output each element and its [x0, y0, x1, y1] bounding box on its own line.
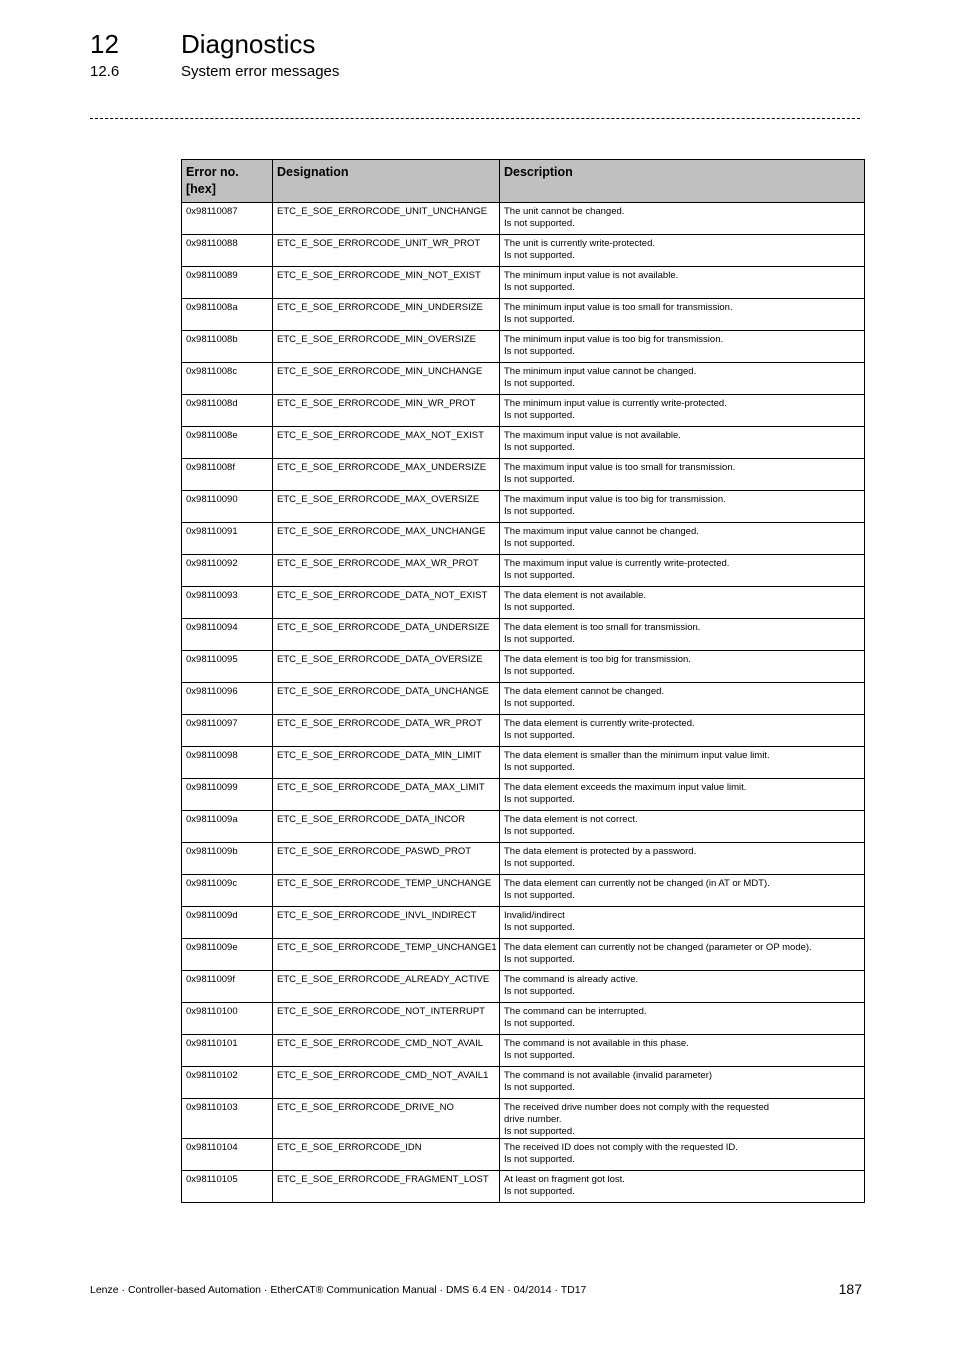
- description-cell: The received drive number does not comply with the requested drive number. Is not supported.: [500, 1099, 865, 1139]
- table-row: [182, 907, 865, 939]
- error-code-cell: 0x98110101: [182, 1035, 273, 1067]
- error-code-cell: 0x98110096: [182, 683, 273, 715]
- table-row: [182, 555, 865, 587]
- designation-cell: ETC_E_SOE_ERRORCODE_MIN_UNCHANGE: [273, 363, 500, 395]
- designation-cell: ETC_E_SOE_ERRORCODE_MAX_UNCHANGE: [273, 523, 500, 555]
- error-table-body: [182, 203, 865, 1203]
- footer-text: Lenze · Controller-based Automation · EtherCAT® Communication Manual · DMS 6.4 EN · 04/2014 · TD17: [90, 1284, 587, 1296]
- error-code-cell: 0x98110093: [182, 587, 273, 619]
- chapter-number: 12: [90, 29, 119, 59]
- error-code-cell: 0x9811009b: [182, 843, 273, 875]
- designation-cell: ETC_E_SOE_ERRORCODE_DATA_UNCHANGE: [273, 683, 500, 715]
- description-cell: The maximum input value is too big for transmission. Is not supported.: [500, 491, 865, 523]
- designation-cell: ETC_E_SOE_ERRORCODE_TEMP_UNCHANGE: [273, 875, 500, 907]
- description-cell: The minimum input value is currently write-protected. Is not supported.: [500, 395, 865, 427]
- designation-cell: ETC_E_SOE_ERRORCODE_CMD_NOT_AVAIL: [273, 1035, 500, 1067]
- description-cell: The data element is not available. Is not supported.: [500, 587, 865, 619]
- description-cell: The maximum input value is too small for transmission. Is not supported.: [500, 459, 865, 491]
- description-cell: The command is not available (invalid parameter) Is not supported.: [500, 1067, 865, 1099]
- table-row: [182, 203, 865, 235]
- description-cell: The data element is not correct. Is not supported.: [500, 811, 865, 843]
- error-code-cell: 0x98110088: [182, 235, 273, 267]
- description-cell: The data element is currently write-protected. Is not supported.: [500, 715, 865, 747]
- error-code-cell: 0x9811009a: [182, 811, 273, 843]
- header-divider: [90, 118, 860, 119]
- description-cell: The data element cannot be changed. Is not supported.: [500, 683, 865, 715]
- error-code-cell: 0x9811009e: [182, 939, 273, 971]
- table-row: [182, 587, 865, 619]
- table-row: [182, 1139, 865, 1171]
- designation-cell: ETC_E_SOE_ERRORCODE_DATA_NOT_EXIST: [273, 587, 500, 619]
- table-row: [182, 331, 865, 363]
- designation-cell: ETC_E_SOE_ERRORCODE_MIN_NOT_EXIST: [273, 267, 500, 299]
- description-cell: The maximum input value cannot be changed. Is not supported.: [500, 523, 865, 555]
- designation-cell: ETC_E_SOE_ERRORCODE_ALREADY_ACTIVE: [273, 971, 500, 1003]
- designation-cell: ETC_E_SOE_ERRORCODE_DATA_WR_PROT: [273, 715, 500, 747]
- description-cell: The command is not available in this phase. Is not supported.: [500, 1035, 865, 1067]
- error-code-cell: 0x98110100: [182, 1003, 273, 1035]
- error-code-cell: 0x98110099: [182, 779, 273, 811]
- table-row: [182, 651, 865, 683]
- error-code-cell: 0x98110094: [182, 619, 273, 651]
- designation-cell: ETC_E_SOE_ERRORCODE_MAX_WR_PROT: [273, 555, 500, 587]
- designation-cell: ETC_E_SOE_ERRORCODE_NOT_INTERRUPT: [273, 1003, 500, 1035]
- error-code-cell: 0x9811008b: [182, 331, 273, 363]
- designation-cell: ETC_E_SOE_ERRORCODE_MIN_OVERSIZE: [273, 331, 500, 363]
- designation-cell: ETC_E_SOE_ERRORCODE_MIN_UNDERSIZE: [273, 299, 500, 331]
- table-row: [182, 459, 865, 491]
- designation-cell: ETC_E_SOE_ERRORCODE_MIN_WR_PROT: [273, 395, 500, 427]
- error-code-cell: 0x98110098: [182, 747, 273, 779]
- table-header-row: [182, 160, 865, 203]
- designation-cell: ETC_E_SOE_ERRORCODE_MAX_OVERSIZE: [273, 491, 500, 523]
- description-cell: The data element can currently not be changed (in AT or MDT). Is not supported.: [500, 875, 865, 907]
- table-row: [182, 1171, 865, 1203]
- designation-cell: ETC_E_SOE_ERRORCODE_UNIT_WR_PROT: [273, 235, 500, 267]
- designation-cell: ETC_E_SOE_ERRORCODE_DRIVE_NO: [273, 1099, 500, 1139]
- column-header-description: Description: [500, 160, 865, 203]
- error-code-cell: 0x98110095: [182, 651, 273, 683]
- column-header-designation: Designation: [273, 160, 500, 203]
- table-row: [182, 1067, 865, 1099]
- description-cell: The data element is too big for transmission. Is not supported.: [500, 651, 865, 683]
- designation-cell: ETC_E_SOE_ERRORCODE_MAX_UNDERSIZE: [273, 459, 500, 491]
- designation-cell: ETC_E_SOE_ERRORCODE_DATA_UNDERSIZE: [273, 619, 500, 651]
- designation-cell: ETC_E_SOE_ERRORCODE_CMD_NOT_AVAIL1: [273, 1067, 500, 1099]
- error-code-cell: 0x98110105: [182, 1171, 273, 1203]
- table-row: [182, 779, 865, 811]
- designation-cell: ETC_E_SOE_ERRORCODE_INVL_INDIRECT: [273, 907, 500, 939]
- designation-cell: ETC_E_SOE_ERRORCODE_DATA_MAX_LIMIT: [273, 779, 500, 811]
- designation-cell: ETC_E_SOE_ERRORCODE_UNIT_UNCHANGE: [273, 203, 500, 235]
- designation-cell: ETC_E_SOE_ERRORCODE_MAX_NOT_EXIST: [273, 427, 500, 459]
- table-row: [182, 299, 865, 331]
- description-cell: The received ID does not comply with the requested ID. Is not supported.: [500, 1139, 865, 1171]
- table-row: [182, 1035, 865, 1067]
- description-cell: The data element is smaller than the minimum input value limit. Is not supported.: [500, 747, 865, 779]
- description-cell: The data element can currently not be changed (parameter or OP mode). Is not supported.: [500, 939, 865, 971]
- description-cell: The minimum input value cannot be changed. Is not supported.: [500, 363, 865, 395]
- description-cell: The maximum input value is currently write-protected. Is not supported.: [500, 555, 865, 587]
- designation-cell: ETC_E_SOE_ERRORCODE_FRAGMENT_LOST: [273, 1171, 500, 1203]
- error-code-cell: 0x98110092: [182, 555, 273, 587]
- column-header-error-no: Error no. [hex]: [182, 160, 273, 203]
- description-cell: The command is already active. Is not supported.: [500, 971, 865, 1003]
- description-cell: Invalid/indirect Is not supported.: [500, 907, 865, 939]
- description-cell: The minimum input value is too big for transmission. Is not supported.: [500, 331, 865, 363]
- error-code-cell: 0x98110091: [182, 523, 273, 555]
- designation-cell: ETC_E_SOE_ERRORCODE_PASWD_PROT: [273, 843, 500, 875]
- description-cell: The data element is too small for transmission. Is not supported.: [500, 619, 865, 651]
- error-code-cell: 0x98110102: [182, 1067, 273, 1099]
- designation-cell: ETC_E_SOE_ERRORCODE_TEMP_UNCHANGE1: [273, 939, 500, 971]
- description-cell: At least on fragment got lost. Is not supported.: [500, 1171, 865, 1203]
- designation-cell: ETC_E_SOE_ERRORCODE_DATA_MIN_LIMIT: [273, 747, 500, 779]
- table-row: [182, 235, 865, 267]
- table-row: [182, 1003, 865, 1035]
- error-code-cell: 0x98110097: [182, 715, 273, 747]
- table-row: [182, 875, 865, 907]
- description-cell: The unit cannot be changed. Is not supported.: [500, 203, 865, 235]
- error-code-cell: 0x9811008f: [182, 459, 273, 491]
- description-cell: The minimum input value is not available. Is not supported.: [500, 267, 865, 299]
- table-row: [182, 491, 865, 523]
- table-row: [182, 683, 865, 715]
- table-row: [182, 619, 865, 651]
- table-row: [182, 395, 865, 427]
- description-cell: The data element is protected by a password. Is not supported.: [500, 843, 865, 875]
- designation-cell: ETC_E_SOE_ERRORCODE_DATA_OVERSIZE: [273, 651, 500, 683]
- error-code-cell: 0x9811009f: [182, 971, 273, 1003]
- section-number: 12.6: [90, 63, 120, 80]
- error-code-cell: 0x98110089: [182, 267, 273, 299]
- section-title: System error messages: [181, 63, 340, 80]
- error-code-cell: 0x98110103: [182, 1099, 273, 1139]
- error-table: [181, 159, 865, 1203]
- error-code-cell: 0x9811008a: [182, 299, 273, 331]
- page-number: 187: [838, 1281, 862, 1297]
- table-row: [182, 1099, 865, 1139]
- description-cell: The minimum input value is too small for transmission. Is not supported.: [500, 299, 865, 331]
- error-code-cell: 0x98110087: [182, 203, 273, 235]
- table-row: [182, 843, 865, 875]
- table-row: [182, 427, 865, 459]
- table-row: [182, 363, 865, 395]
- table-row: [182, 267, 865, 299]
- designation-cell: ETC_E_SOE_ERRORCODE_DATA_INCOR: [273, 811, 500, 843]
- description-cell: The unit is currently write-protected. Is not supported.: [500, 235, 865, 267]
- error-code-cell: 0x98110104: [182, 1139, 273, 1171]
- error-code-cell: 0x9811008c: [182, 363, 273, 395]
- table-row: [182, 811, 865, 843]
- table-row: [182, 747, 865, 779]
- error-code-cell: 0x9811009c: [182, 875, 273, 907]
- description-cell: The data element exceeds the maximum input value limit. Is not supported.: [500, 779, 865, 811]
- table-row: [182, 715, 865, 747]
- error-code-cell: 0x9811008d: [182, 395, 273, 427]
- table-row: [182, 971, 865, 1003]
- description-cell: The maximum input value is not available. Is not supported.: [500, 427, 865, 459]
- error-code-cell: 0x98110090: [182, 491, 273, 523]
- chapter-title: Diagnostics: [181, 29, 316, 59]
- error-code-cell: 0x9811009d: [182, 907, 273, 939]
- error-code-cell: 0x9811008e: [182, 427, 273, 459]
- table-row: [182, 939, 865, 971]
- description-cell: The command can be interrupted. Is not supported.: [500, 1003, 865, 1035]
- table-row: [182, 523, 865, 555]
- designation-cell: ETC_E_SOE_ERRORCODE_IDN: [273, 1139, 500, 1171]
